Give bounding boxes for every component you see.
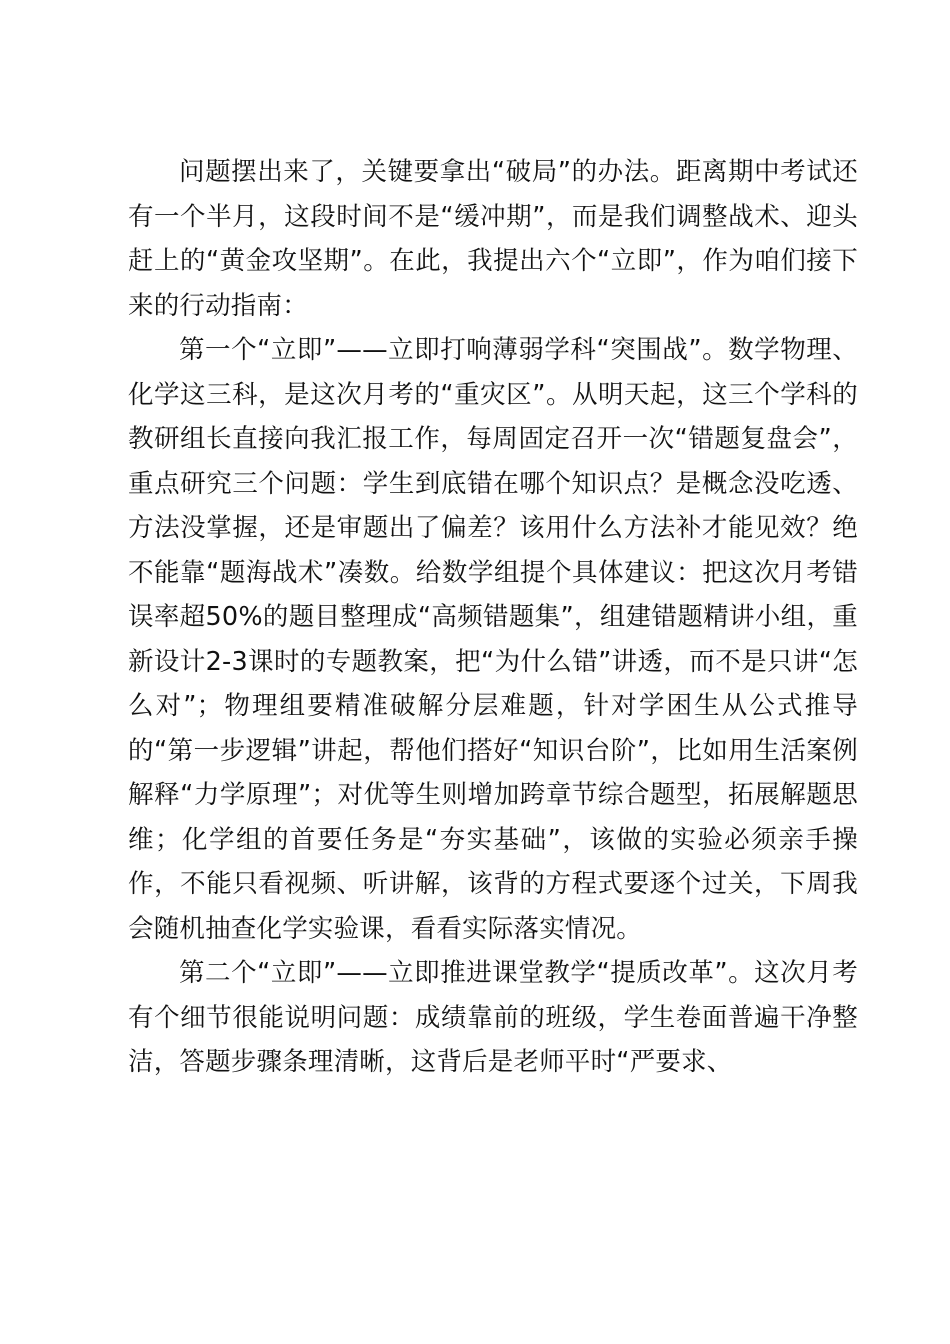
paragraph-second-action: 第二个“立即”——立即推进课堂教学“提质改革”。这次月考有个细节很能说明问题：成绩靠前的班级，学生卷面普遍干净整洁，答题步骤条理清晰，这背后是老师平时“严要求、	[128, 958, 858, 1077]
paragraph-intro: 问题摆出来了，关键要拿出“破局”的办法。距离期中考试还有一个半月，这段时间不是“缓冲期”，而是我们调整战术、迎头赶上的“黄金攻坚期”。在此，我提出六个“立即”，作为咱们接下来的行动指南：	[128, 157, 858, 321]
paragraph-first-action: 第一个“立即”——立即打响薄弱学科“突围战”。数学物理、化学这三科，是这次月考的“重灾区”。从明天起，这三个学科的教研组长直接向我汇报工作，每周固定召开一次“错题复盘会”，重点研究三个问题：学生到底错在哪个知识点？是概念没吃透、方法没掌握，还是审题出了偏差？该用什么方法补才能见效？绝不能靠“题海战术”凑数。给数学组提个具体建议：把这次月考错误率超50%的题目整理成“高频错题集”，组建错题精讲小组，重新设计2-3课时的专题教案，把“为什么错”讲透，而不是只讲“怎么对”；物理组要精准破解分层难题，针对学困生从公式推导的“第一步逻辑”讲起，帮他们搭好“知识台阶”，比如用生活案例解释“力学原理”；对优等生则增加跨章节综合题型，拓展解题思维；化学组的首要任务是“夯实基础”，该做的实验必须亲手操作，不能只看视频、听讲解，该背的方程式要逐个过关，下周我会随机抽查化学实验课，看看实际落实情况。	[128, 335, 858, 944]
document-body	[128, 150, 858, 1085]
